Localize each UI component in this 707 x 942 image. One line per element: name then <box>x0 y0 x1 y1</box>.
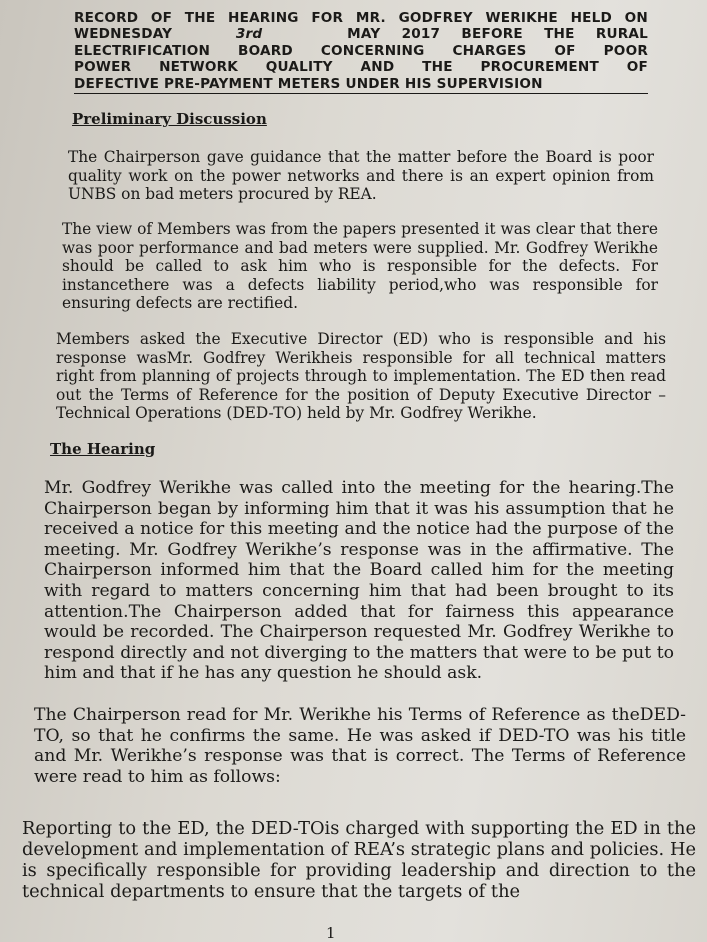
title-line-4: POWER NETWORK QUALITY AND THE PROCUREMENT OF <box>74 59 648 76</box>
title-line-2-rest: MAY 2017 BEFORE THE RURAL <box>347 26 648 43</box>
title-line-3: ELECTRIFICATION BOARD CONCERNING CHARGES OF POOR <box>74 42 648 59</box>
title-weekday: WEDNESDAY <box>74 26 173 43</box>
hearing-paragraph-2: The Chairperson read for Mr. Werikhe his Terms of Reference as theDED-TO, so that he confirms the same. He was asked if DED-TO was his title and Mr. Werikhe’s response was that is correct. The Terms of Reference were read to him as follows: <box>34 705 686 787</box>
handwritten-date: 3rd <box>235 26 263 43</box>
page-number: 1 <box>326 924 336 942</box>
preliminary-paragraph-3: Members asked the Executive Director (ED) who is responsible and his response wasMr. Godfrey Werikheis responsible for all technical matters right from planning of projects through to implementation. The ED then read out the Terms of Reference for the position of Deputy Executive Director – Technical Operations (DED-TO) held by Mr. Godfrey Werikhe. <box>56 330 666 423</box>
document-title <box>74 10 648 94</box>
title-line-5: DEFECTIVE PRE-PAYMENT METERS UNDER HIS SUPERVISION <box>74 76 648 94</box>
hearing-heading: The Hearing <box>50 440 156 458</box>
title-line-1: RECORD OF THE HEARING FOR MR. GODFREY WERIKHE HELD ON <box>74 10 648 26</box>
hearing-paragraph-3: Reporting to the ED, the DED-TOis charged with supporting the ED in the development and implementation of REA’s strategic plans and policies. He is specifically responsible for providing leadership and direction to the technical departments to ensure that the targets of the <box>22 818 696 902</box>
preliminary-paragraph-2: The view of Members was from the papers presented it was clear that there was poor performance and bad meters were supplied. Mr. Godfrey Werikhe should be called to ask him who is responsible for the defects. For instancethere was a defects liability period,who was responsible for ensuring defects are rectified. <box>62 220 658 313</box>
title-line-2 <box>74 26 648 42</box>
preliminary-heading: Preliminary Discussion <box>72 110 267 128</box>
hearing-paragraph-1: Mr. Godfrey Werikhe was called into the meeting for the hearing.The Chairperson began by informing him that it was his assumption that he received a notice for this meeting and the notice had the purpose of the meeting. Mr. Godfrey Werikhe’s response was in the affirmative. The Chairperson informed him that the Board called him for the meeting with regard to matters concerning him that had been brought to its attention.The Chairperson added that for fairness this appearance would be recorded. The Chairperson requested Mr. Godfrey Werikhe to respond directly and not diverging to the matters that were to be put to him and that if he has any question he should ask. <box>44 478 674 684</box>
preliminary-paragraph-1: The Chairperson gave guidance that the matter before the Board is poor quality work on the power networks and there is an expert opinion from UNBS on bad meters procured by REA. <box>68 148 654 204</box>
